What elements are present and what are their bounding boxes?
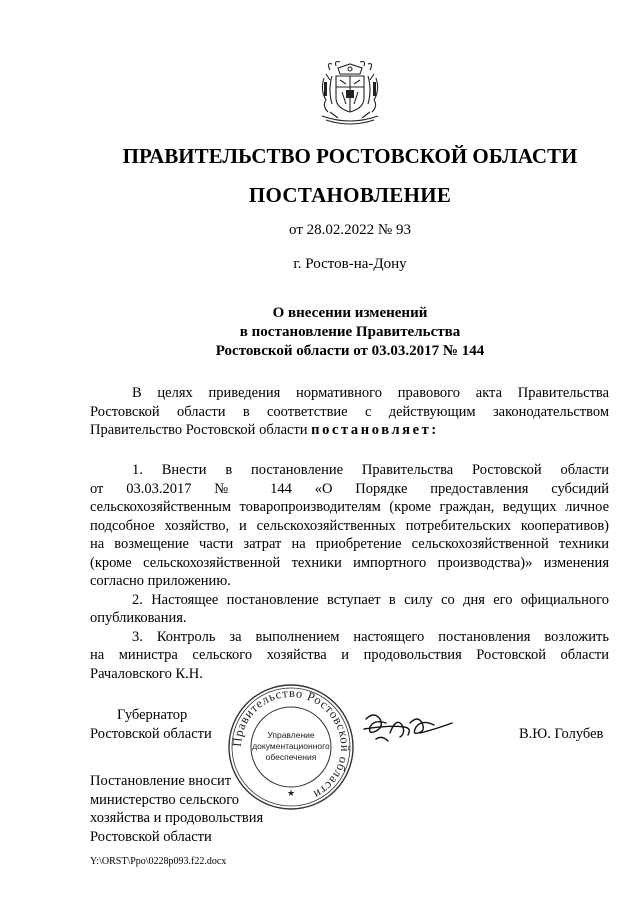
item1-line: на возмещение части затрат на приобретение сельскохозяйственной техники [90,536,609,552]
subject-line: О внесении изменений [272,305,428,321]
intro-line: Ростовской области в соответствие с действующим законодательством [90,403,609,420]
item1-line: сельскохозяйственным товаропроизводителям (кроме граждан, ведущих личное [90,499,609,515]
item2-line: 2. Настоящее постановление вступает в силу со дня его официального [132,591,609,608]
intro-prefix: Правительство Ростовской области [90,422,312,438]
submitted-by-note [90,772,263,846]
submitted-by-line: хозяйства и продовольствия [90,810,264,826]
document-city: г. Ростов-на-Дону [293,256,407,272]
item3-line: 3. Контроль за выполнением настоящего постановления возложить [132,628,609,645]
item3-line: Рачаловского К.Н. [90,665,203,682]
document-subject [0,304,640,361]
submitted-by-line: министерство сельского [90,791,240,808]
item1-line: (кроме сельскохозяйственной техники импортного производства)» изменения [90,554,609,571]
file-path-footer: Y:\ORST\Ppo\0228p093.f22.docx [90,856,227,867]
resolves-word: постановляет: [311,422,439,438]
item1-line: 1. Внести в постановление Правительства Ростовской области [132,462,609,478]
subject-line: Ростовской области от 03.03.2017 № 144 [215,343,485,359]
item1-line: согласно приложению. [90,573,231,589]
coat-of-arms-icon [316,60,384,126]
item1-line: от 03.03.2017 № 144 «О Порядке предоставления субсидий [90,480,609,497]
stamp-star-icon: ★ [286,789,296,799]
resolution-items [90,461,609,683]
signatory-title-line: Губернатор [117,707,188,723]
signatory-title [90,706,212,743]
intro-line [90,421,609,440]
document-type: ПОСТАНОВЛЕНИЕ [248,183,452,207]
submitted-by-line: Ростовской области [90,828,212,845]
stamp-ring-text: Правительство Ростовской области [229,685,353,803]
signatory-name: В.Ю. Голубев [519,726,604,742]
intro-line: В целях приведения нормативного правового акта Правительства [132,385,609,401]
subject-line: в постановление Правительства [239,324,461,340]
item1-line: подсобное хозяйство, и сельскохозяйственных потребительских кооперативов) [90,517,609,534]
submitted-by-line: Постановление вносит [90,773,232,789]
government-title: ПРАВИТЕЛЬСТВО РОСТОВСКОЙ ОБЛАСТИ [122,144,578,168]
signatory-title-line: Ростовской области [90,725,212,742]
stamp-inner-line: Управление [267,730,315,740]
item2-line: опубликования. [90,610,187,626]
stamp-inner-line: документационного [252,741,330,751]
item3-line: на министра сельского хозяйства и продовольствия Ростовской области [90,647,609,663]
intro-paragraph [90,384,609,440]
document-date-number: от 28.02.2022 № 93 [289,222,411,238]
stamp-inner-line: обеспечения [265,752,317,762]
handwritten-signature [360,705,460,749]
